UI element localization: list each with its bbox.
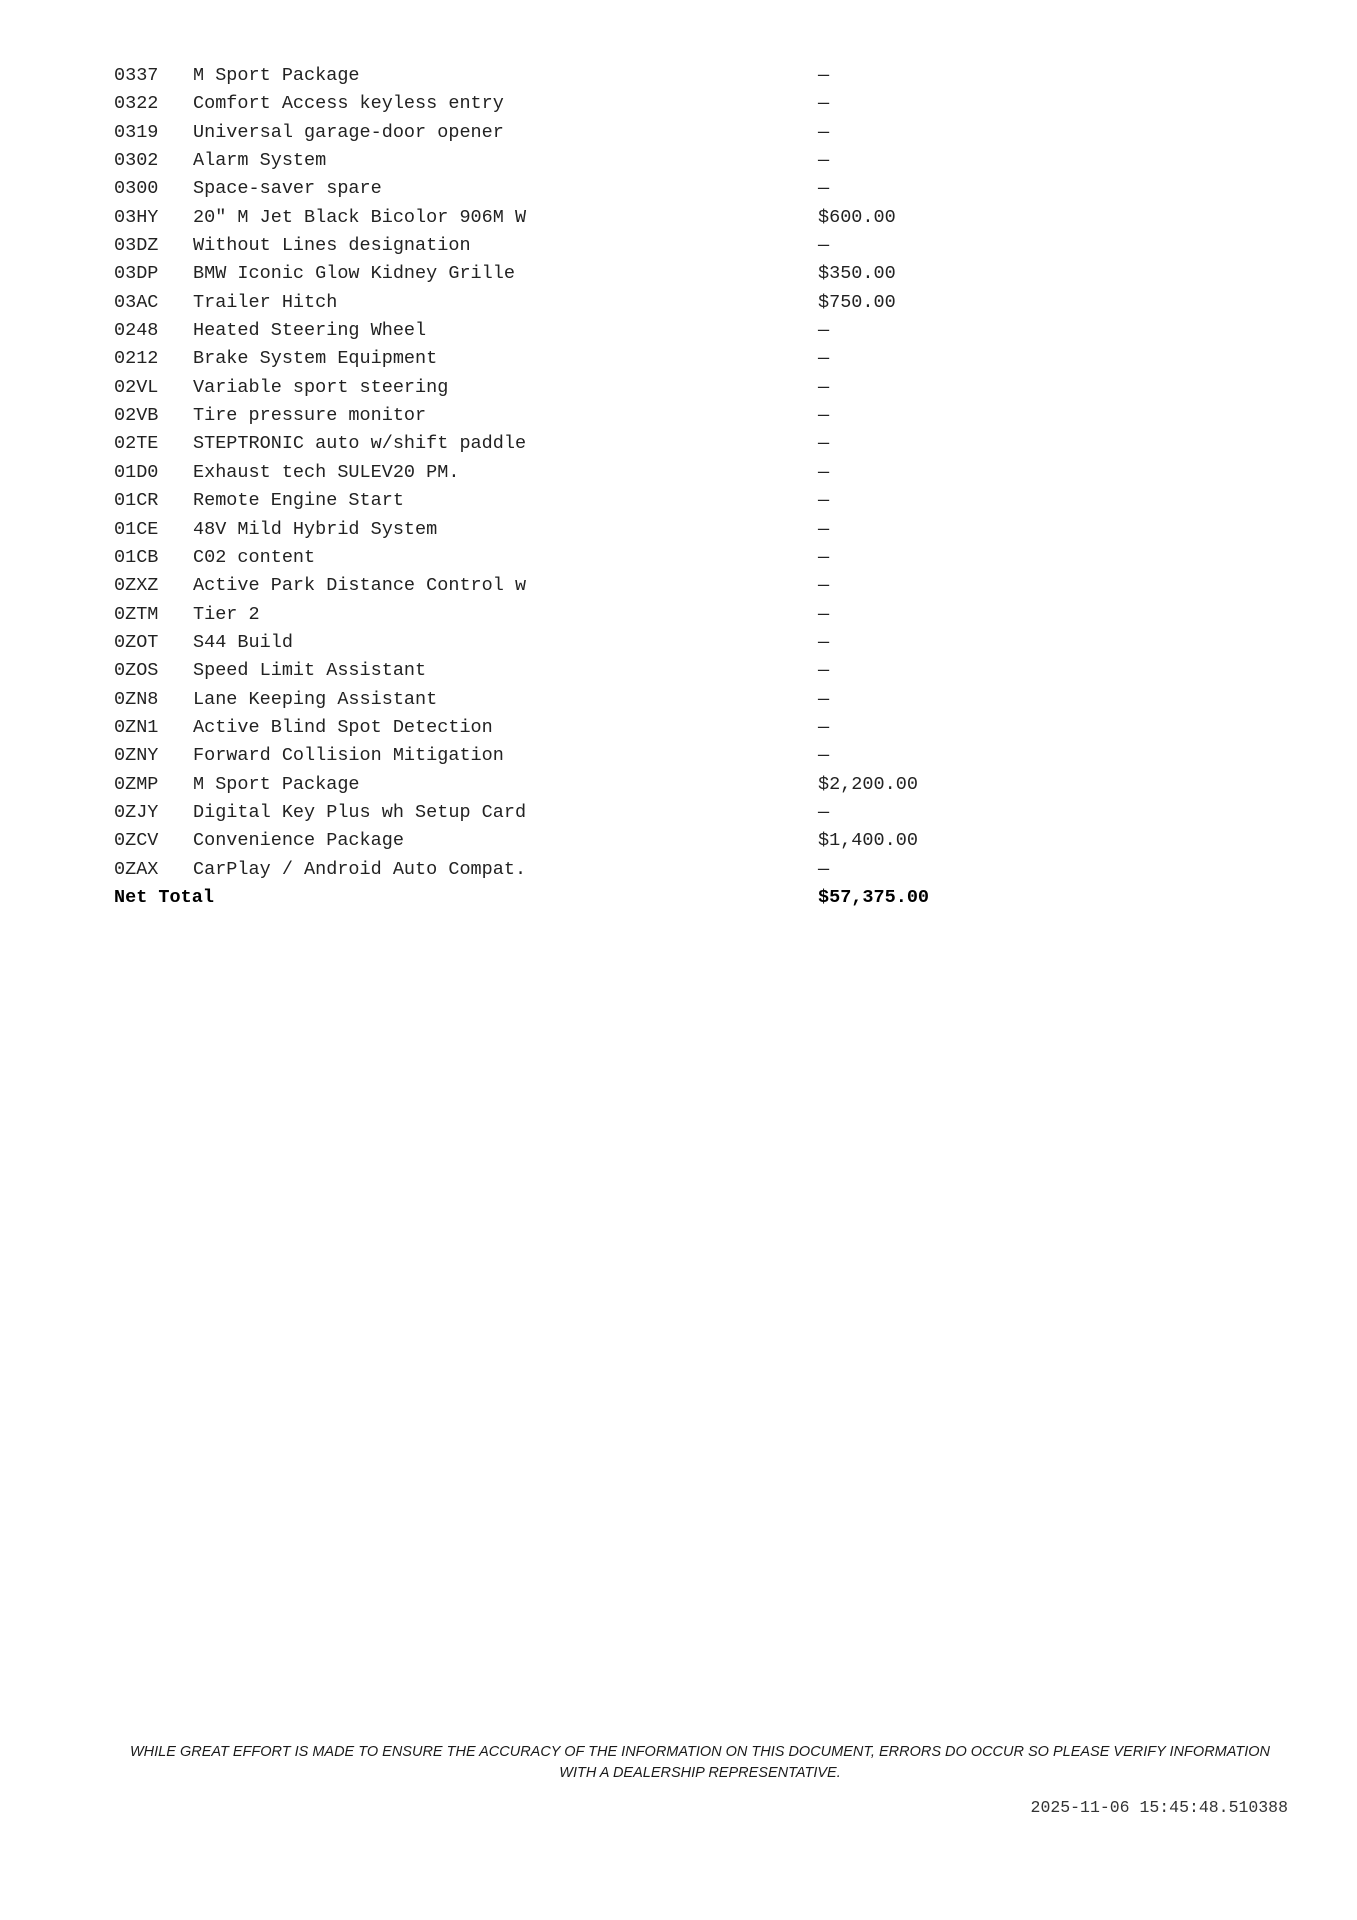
option-price: — bbox=[818, 405, 830, 427]
option-row bbox=[114, 714, 978, 742]
option-description: C02 content bbox=[193, 546, 316, 568]
option-code: 01CR bbox=[114, 490, 159, 512]
net-total-row bbox=[114, 884, 978, 912]
option-description: CarPlay / Android Auto Compat. bbox=[193, 858, 527, 880]
option-price: — bbox=[818, 631, 830, 653]
option-code: 0ZOT bbox=[114, 631, 159, 653]
option-price: $750.00 bbox=[818, 291, 896, 313]
option-price: — bbox=[818, 65, 830, 86]
option-code: 0ZOS bbox=[114, 660, 159, 682]
option-row bbox=[114, 430, 978, 458]
options-table bbox=[114, 62, 978, 912]
option-description: 48V Mild Hybrid System bbox=[193, 518, 438, 540]
option-description: 20" M Jet Black Bicolor 906M W bbox=[193, 206, 527, 228]
option-row bbox=[114, 289, 978, 317]
option-price: — bbox=[818, 660, 830, 682]
option-description: Tire pressure monitor bbox=[193, 405, 427, 427]
option-description: Remote Engine Start bbox=[193, 490, 404, 512]
option-price: $600.00 bbox=[818, 206, 896, 228]
option-row bbox=[114, 799, 978, 827]
option-row bbox=[114, 260, 978, 288]
option-row bbox=[114, 487, 978, 515]
option-price: $350.00 bbox=[818, 263, 896, 285]
option-code: 0319 bbox=[114, 121, 159, 143]
option-price: — bbox=[818, 603, 830, 625]
option-code: 0ZXZ bbox=[114, 575, 159, 597]
option-code: 0ZNY bbox=[114, 745, 159, 767]
option-price: — bbox=[818, 688, 830, 710]
option-row bbox=[114, 572, 978, 600]
option-description: M Sport Package bbox=[193, 65, 360, 86]
option-row bbox=[114, 374, 978, 402]
option-row bbox=[114, 402, 978, 430]
option-row bbox=[114, 175, 978, 203]
option-price: — bbox=[818, 745, 830, 767]
option-description: Active Park Distance Control w bbox=[193, 575, 527, 597]
option-row bbox=[114, 516, 978, 544]
option-price: — bbox=[818, 858, 830, 880]
option-code: 01CB bbox=[114, 546, 159, 568]
option-description: Digital Key Plus wh Setup Card bbox=[193, 801, 527, 823]
option-price: — bbox=[818, 93, 830, 115]
option-row bbox=[114, 742, 978, 770]
option-code: 0ZCV bbox=[114, 830, 159, 852]
option-description: Exhaust tech SULEV20 PM. bbox=[193, 461, 460, 483]
option-code: 0ZJY bbox=[114, 801, 159, 823]
option-price: — bbox=[818, 433, 830, 455]
option-price: — bbox=[818, 348, 830, 370]
option-price: $2,200.00 bbox=[818, 773, 918, 795]
option-price: — bbox=[818, 546, 830, 568]
option-price: — bbox=[818, 320, 830, 342]
option-price: — bbox=[818, 518, 830, 540]
option-code: 03AC bbox=[114, 291, 159, 313]
option-price: — bbox=[818, 801, 830, 823]
option-description: Variable sport steering bbox=[193, 376, 449, 398]
option-code: 0ZN1 bbox=[114, 716, 159, 738]
option-code: 0ZN8 bbox=[114, 688, 159, 710]
option-code: 0ZMP bbox=[114, 773, 159, 795]
option-description: Lane Keeping Assistant bbox=[193, 688, 438, 710]
option-description: S44 Build bbox=[193, 631, 293, 653]
option-description: Convenience Package bbox=[193, 830, 404, 852]
option-price: — bbox=[818, 575, 830, 597]
option-price: — bbox=[818, 178, 830, 200]
option-row bbox=[114, 147, 978, 175]
option-description: Alarm System bbox=[193, 150, 327, 172]
net-total-label: Net Total bbox=[114, 886, 214, 908]
option-price: — bbox=[818, 461, 830, 483]
option-description: M Sport Package bbox=[193, 773, 360, 795]
option-code: 01D0 bbox=[114, 461, 159, 483]
option-price: — bbox=[818, 490, 830, 512]
net-total-value: $57,375.00 bbox=[818, 886, 930, 908]
option-description: Trailer Hitch bbox=[193, 291, 338, 313]
option-description: Tier 2 bbox=[193, 603, 260, 625]
option-code: 02TE bbox=[114, 433, 159, 455]
option-description: BMW Iconic Glow Kidney Grille bbox=[193, 263, 515, 285]
option-row bbox=[114, 232, 978, 260]
option-description: Heated Steering Wheel bbox=[193, 320, 427, 342]
option-row bbox=[114, 601, 978, 629]
option-code: 0322 bbox=[114, 93, 159, 115]
option-description: Active Blind Spot Detection bbox=[193, 716, 493, 738]
option-row bbox=[114, 686, 978, 714]
option-description: Space-saver spare bbox=[193, 178, 382, 200]
option-code: 0302 bbox=[114, 150, 159, 172]
option-row bbox=[114, 345, 978, 373]
option-price: — bbox=[818, 376, 830, 398]
option-code: 03DP bbox=[114, 263, 159, 285]
option-description: Without Lines designation bbox=[193, 235, 471, 257]
option-row bbox=[114, 204, 978, 232]
option-description: Universal garage-door opener bbox=[193, 121, 504, 143]
print-timestamp: 2025-11-06 15:45:48.510388 bbox=[1030, 1798, 1288, 1817]
option-code: 03HY bbox=[114, 206, 159, 228]
option-code: 0ZAX bbox=[114, 858, 159, 880]
option-price: $1,400.00 bbox=[818, 830, 918, 852]
option-description: STEPTRONIC auto w/shift paddle bbox=[193, 433, 527, 455]
option-price: — bbox=[818, 121, 830, 143]
option-row bbox=[114, 119, 978, 147]
option-description: Comfort Access keyless entry bbox=[193, 93, 504, 115]
option-code: 01CE bbox=[114, 518, 159, 540]
option-price: — bbox=[818, 235, 830, 257]
option-code: 03DZ bbox=[114, 235, 159, 257]
option-price: — bbox=[818, 150, 830, 172]
option-row bbox=[114, 544, 978, 572]
option-code: 0337 bbox=[114, 65, 159, 86]
option-row bbox=[114, 657, 978, 685]
option-code: 0300 bbox=[114, 178, 159, 200]
option-row bbox=[114, 90, 978, 118]
options-table-body bbox=[114, 62, 978, 884]
option-row bbox=[114, 771, 978, 799]
option-row bbox=[114, 62, 978, 90]
option-row bbox=[114, 629, 978, 657]
disclaimer-text: WHILE GREAT EFFORT IS MADE TO ENSURE THE ACCURACY OF THE INFORMATION ON THIS DOCUMENT, ERRORS DO OCCUR SO PLEASE VERIFY INFORMATION WITH A DEALERSHIP REPRESENTATIVE. bbox=[130, 1744, 1270, 1781]
option-description: Forward Collision Mitigation bbox=[193, 745, 504, 767]
option-description: Speed Limit Assistant bbox=[193, 660, 427, 682]
option-price: — bbox=[818, 716, 830, 738]
option-row bbox=[114, 459, 978, 487]
option-code: 0ZTM bbox=[114, 603, 159, 625]
option-code: 0248 bbox=[114, 320, 159, 342]
option-code: 02VB bbox=[114, 405, 159, 427]
option-code: 02VL bbox=[114, 376, 159, 398]
option-row bbox=[114, 856, 978, 884]
option-row bbox=[114, 317, 978, 345]
option-row bbox=[114, 827, 978, 855]
option-code: 0212 bbox=[114, 348, 159, 370]
option-description: Brake System Equipment bbox=[193, 348, 438, 370]
